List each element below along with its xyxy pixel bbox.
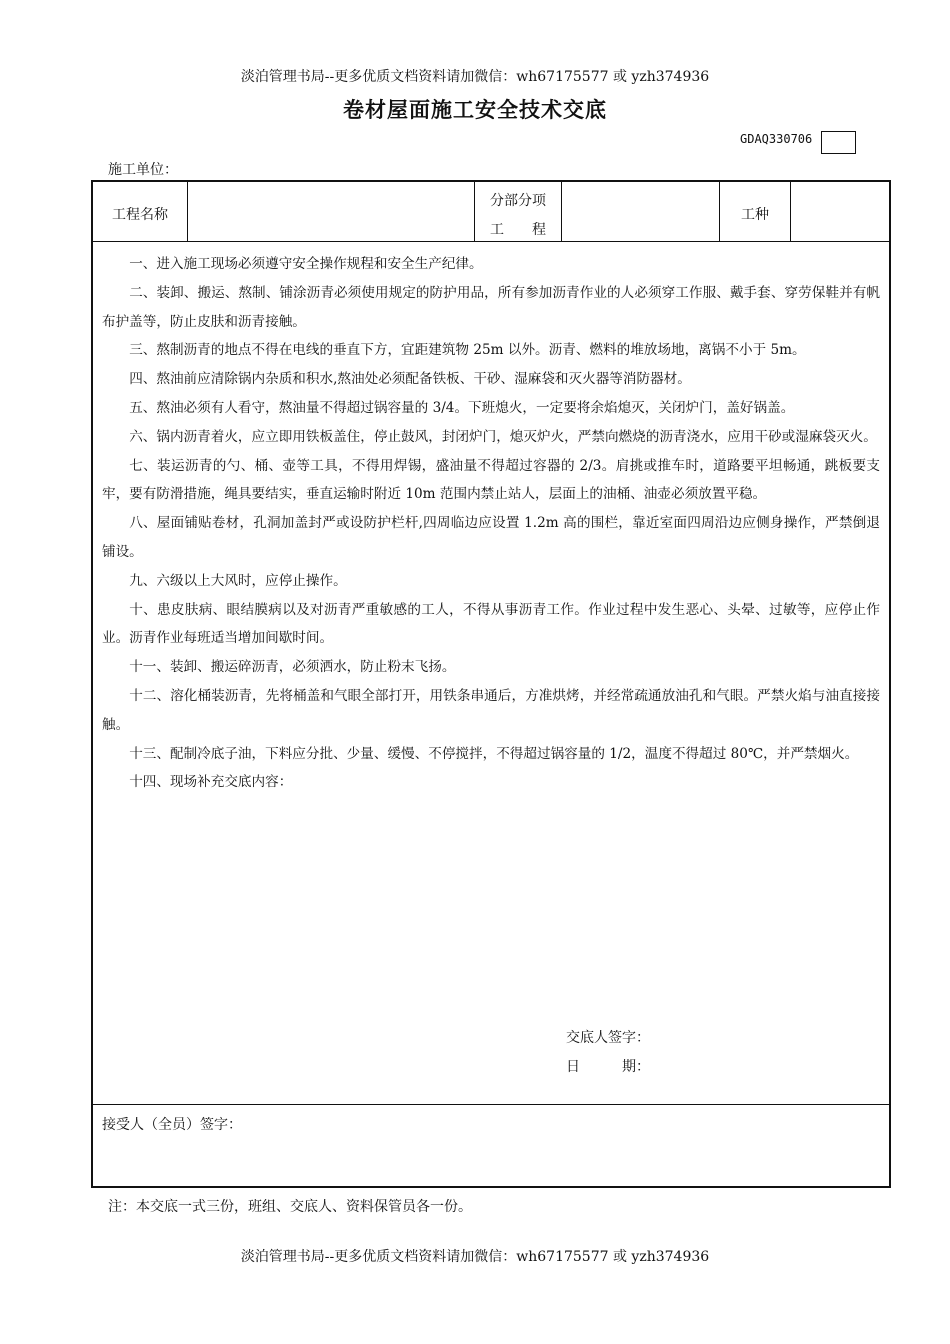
safety-clauses [102, 250, 880, 797]
document-code: GDAQ330706 [740, 132, 813, 146]
issue-date-label[interactable]: 日 期： [566, 1059, 650, 1075]
clause-item: 二、装卸、搬运、熬制、铺涂沥青必须使用规定的防护用品，所有参加沥青作业的人必须穿工作服、戴手套、穿劳保鞋并有帆布护盖等，防止皮肤和沥青接触。 [102, 284, 880, 330]
clause-item: 四、熬油前应清除锅内杂质和积水,熬油处必须配备铁板、干砂、湿麻袋和灭火器等消防器材。 [129, 371, 691, 388]
issuer-signature-label[interactable]: 交底人签字： [566, 1030, 650, 1046]
construction-unit-label: 施工单位： [108, 162, 178, 178]
receiver-signature-label[interactable]: 接受人（全员）签字： [102, 1117, 242, 1133]
project-name-label-cell [93, 182, 188, 241]
clause-item: 七、装运沥青的勺、桶、壶等工具，不得用焊锡，盛油量不得超过容器的 2/3。肩挑或推车时，道路要平坦畅通，跳板要支牢，要有防滑措施，绳具要结实，垂直运输时附近 10m 范围内禁止站人，层面上的油桶、油壶必须放置平稳。 [102, 457, 880, 503]
disclosure-content [93, 242, 889, 1105]
clause-item: 十四、现场补充交底内容： [129, 774, 293, 791]
clause-item: 三、熬制沥青的地点不得在电线的垂直下方，宜距建筑物 25m 以外。沥青、燃料的堆放场地，离锅不小于 5m。 [129, 342, 806, 359]
project-name-label: 工程名称 [112, 207, 168, 223]
subproject-label-line2: 工 程 [490, 222, 546, 238]
watermark-footer: 淡泊管理书局--更多优质文档资料请加微信：wh67175577 或 yzh374936 [240, 1249, 710, 1265]
subproject-value-cell[interactable] [562, 182, 720, 241]
code-suffix-box [821, 131, 856, 154]
disclosure-form [91, 180, 891, 1188]
document-title: 卷材屋面施工安全技术交底 [343, 98, 607, 122]
clause-item: 十一、装卸、搬运碎沥青，必须洒水，防止粉末飞扬。 [129, 659, 456, 676]
trade-label: 工种 [741, 207, 769, 223]
clause-item: 五、熬油必须有人看守，熬油量不得超过锅容量的 3/4。下班熄火，一定要将余焰熄灭，关闭炉门，盖好锅盖。 [129, 399, 795, 416]
clause-item: 九、六级以上大风时，应停止操作。 [129, 572, 347, 589]
trade-label-cell [720, 182, 791, 241]
info-row [93, 182, 889, 242]
distribution-note: 注：本交底一式三份，班组、交底人、资料保管员各一份。 [108, 1199, 472, 1215]
project-name-value-cell[interactable] [188, 182, 475, 241]
subproject-label-line1: 分部分项 [490, 193, 546, 209]
clause-item: 一、进入施工现场必须遵守安全操作规程和安全生产纪律。 [129, 256, 483, 272]
clause-item: 六、锅内沥青着火，应立即用铁板盖住，停止鼓风，封闭炉门，熄灭炉火，严禁向燃烧的沥青浇水，应用干砂或湿麻袋灭火。 [129, 428, 877, 445]
trade-value-cell[interactable] [791, 182, 889, 241]
watermark-header: 淡泊管理书局--更多优质文档资料请加微信：wh67175577 或 yzh374936 [240, 69, 710, 85]
subproject-label-cell [475, 182, 562, 241]
clause-item: 八、屋面铺贴卷材，孔洞加盖封严或设防护栏杆,四周临边应设置 1.2m 高的围栏，靠近室面四周沿边应侧身操作，严禁倒退铺设。 [102, 515, 880, 560]
clause-item: 十三、配制冷底子油，下料应分批、少量、缓慢、不停搅拌，不得超过锅容量的 1/2，温度不得超过 80℃，并严禁烟火。 [129, 745, 859, 762]
clause-item: 十二、溶化桶装沥青，先将桶盖和气眼全部打开，用铁条串通后，方准烘烤，并经常疏通放油孔和气眼。严禁火焰与油直接接触。 [102, 687, 880, 733]
clause-item: 十、患皮肤病、眼结膜病以及对沥青严重敏感的工人，不得从事沥青工作。作业过程中发生恶心、头晕、过敏等，应停止作业。沥青作业每班适当增加间歇时间。 [102, 601, 880, 647]
